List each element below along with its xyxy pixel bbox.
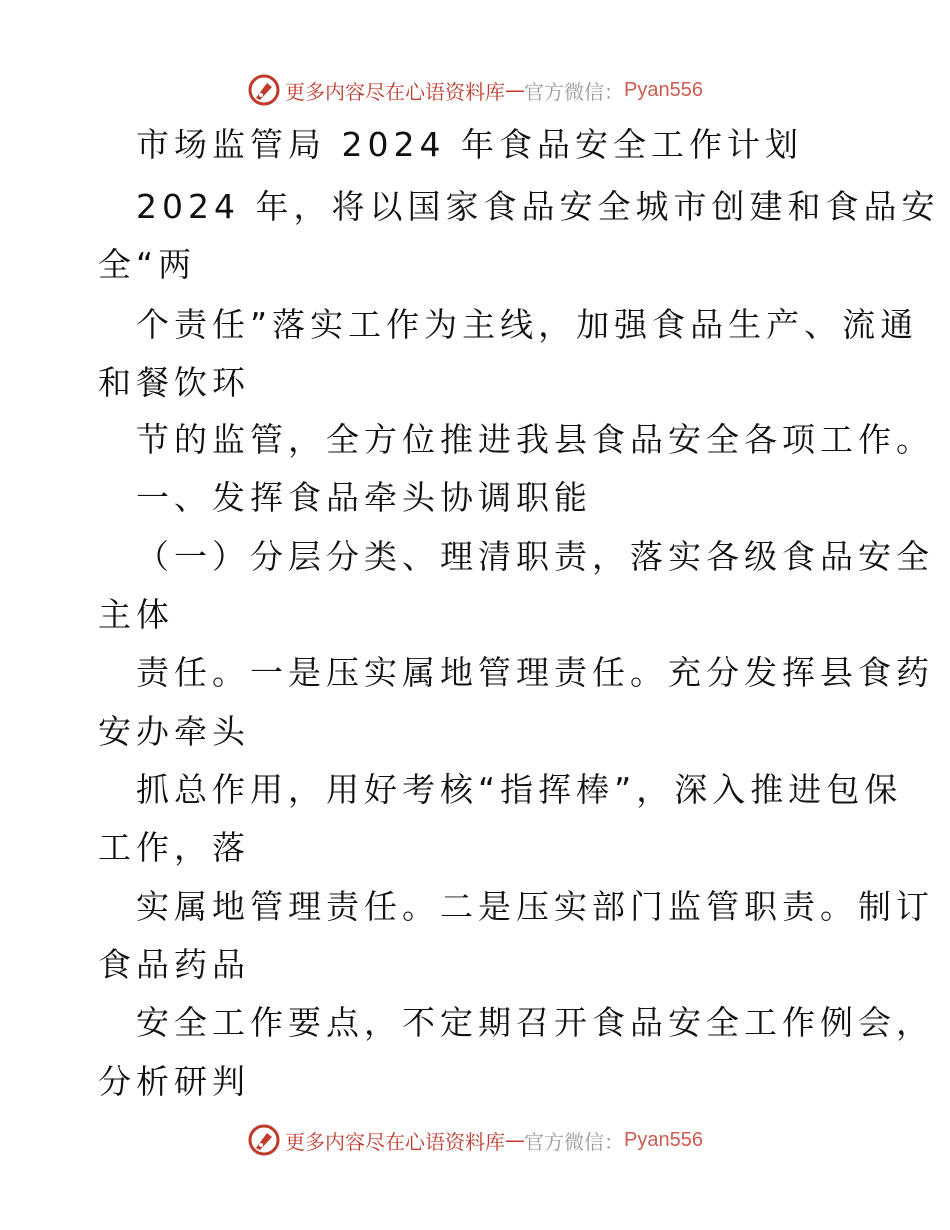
text-line: 全“两	[98, 245, 197, 284]
section-heading: 一、发挥食品牵头协调职能	[136, 478, 592, 517]
text-line: 抓总作用，用好考核“指挥棒”，深入推进包保	[136, 770, 903, 809]
pen-nib-logo-icon	[247, 73, 281, 107]
text-line: 节的监管，全方位推进我县食品安全各项工作。	[136, 420, 934, 459]
watermark-promo-text: 更多内容尽在心语资料库	[285, 79, 506, 104]
watermark-handle: Pyan556	[624, 1128, 703, 1151]
watermark-handle: Pyan556	[624, 78, 703, 101]
text-line: 2024 年，将以国家食品安全城市创建和食品安	[136, 187, 940, 226]
text-line: 实属地管理责任。二是压实部门监管职责。制订	[136, 887, 934, 926]
watermark-banner-bottom	[0, 1120, 950, 1160]
text-line: 主体	[98, 595, 174, 634]
watermark-separator: —	[505, 78, 525, 102]
watermark-wechat-label: 官方微信：	[524, 79, 625, 104]
watermark-wechat-label: 官方微信：	[524, 1129, 625, 1154]
pen-nib-logo-icon	[247, 1123, 281, 1157]
watermark-banner-top	[0, 70, 950, 110]
text-line: 食品药品	[98, 945, 250, 984]
watermark-separator: —	[505, 1128, 525, 1152]
text-line: 和餐饮环	[98, 363, 250, 402]
text-line: 责任。一是压实属地管理责任。充分发挥县食药	[136, 653, 934, 692]
watermark-promo-text: 更多内容尽在心语资料库	[285, 1129, 506, 1154]
text-line: 分析研判	[98, 1062, 250, 1101]
text-line: 个责任”落实工作为主线，加强食品生产、流通	[136, 305, 919, 344]
subsection-heading: （一）分层分类、理清职责，落实各级食品安全	[136, 537, 934, 576]
text-line: 安全工作要点，不定期召开食品安全工作例会，	[136, 1003, 934, 1042]
text-line: 安办牵头	[98, 712, 250, 751]
text-line: 工作，落	[98, 828, 250, 867]
document-title: 市场监管局 2024 年食品安全工作计划	[136, 125, 803, 164]
